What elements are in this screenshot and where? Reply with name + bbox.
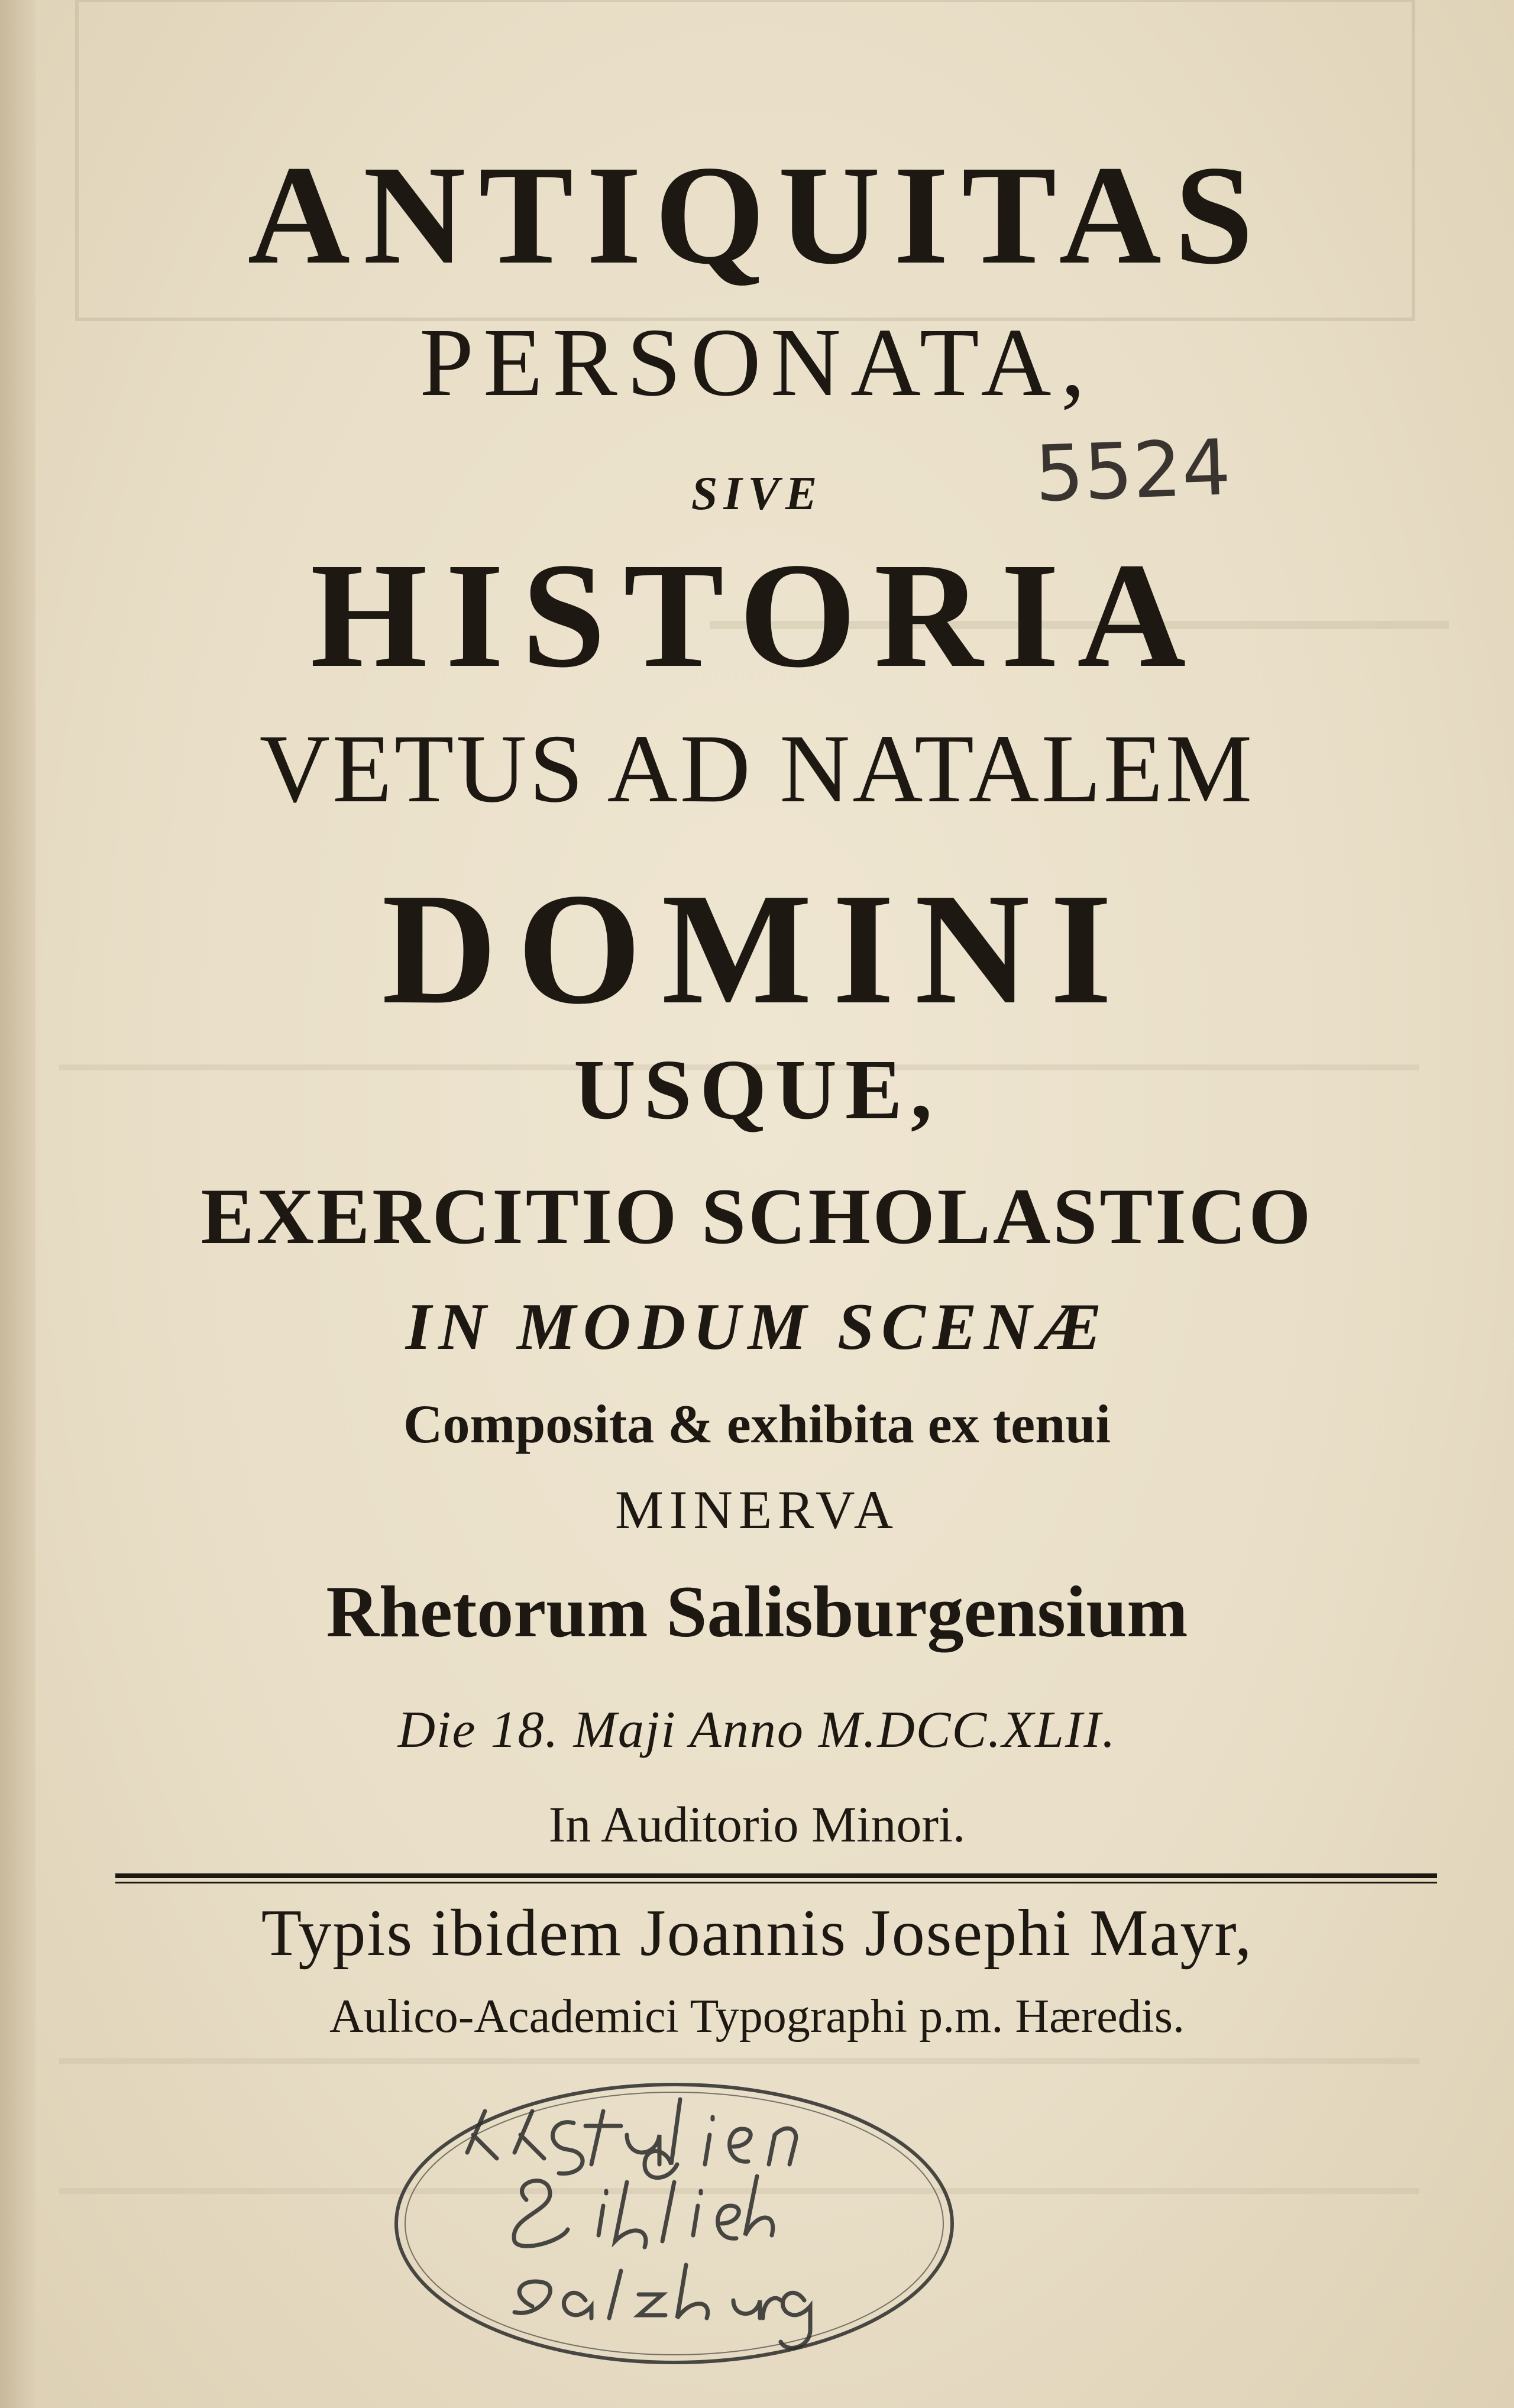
subtitle-rhetorum: Rhetorum Salisburgensium: [326, 1571, 1188, 1652]
library-stamp: [378, 2070, 970, 2377]
title-personata: PERSONATA,: [419, 308, 1095, 416]
title-antiquitas: ANTIQUITAS: [247, 136, 1267, 293]
date-line: Die 18. Maji Anno M.DCC.XLII.: [397, 1701, 1117, 1759]
subtitle-in-modum-scenae: IN MODUM SCENÆ: [405, 1290, 1109, 1364]
title-sive: SIVE: [691, 468, 823, 520]
imprint-rule: [115, 1873, 1437, 1883]
subtitle-composita: Composita & exhibita ex tenui: [403, 1394, 1111, 1454]
title-vetus-ad-natalem: VETUS AD NATALEM: [259, 714, 1255, 823]
handwritten-shelfmark: 5524: [1033, 422, 1232, 519]
subtitle-exercitio-scholastico: EXERCITIO SCHOLASTICO: [200, 1173, 1314, 1261]
title-domini: DOMINI: [381, 860, 1133, 1037]
imprint-printer: Typis ibidem Joannis Josephi Mayr,: [261, 1896, 1253, 1970]
imprint-heirs: Aulico-Academici Typographi p.m. Hæredis.: [329, 1991, 1185, 2043]
venue-line: In Auditorio Minori.: [548, 1796, 966, 1853]
title-usque: USQUE,: [574, 1043, 940, 1137]
subtitle-minerva: MINERVA: [614, 1480, 900, 1540]
title-historia: HISTORIA: [310, 532, 1204, 699]
